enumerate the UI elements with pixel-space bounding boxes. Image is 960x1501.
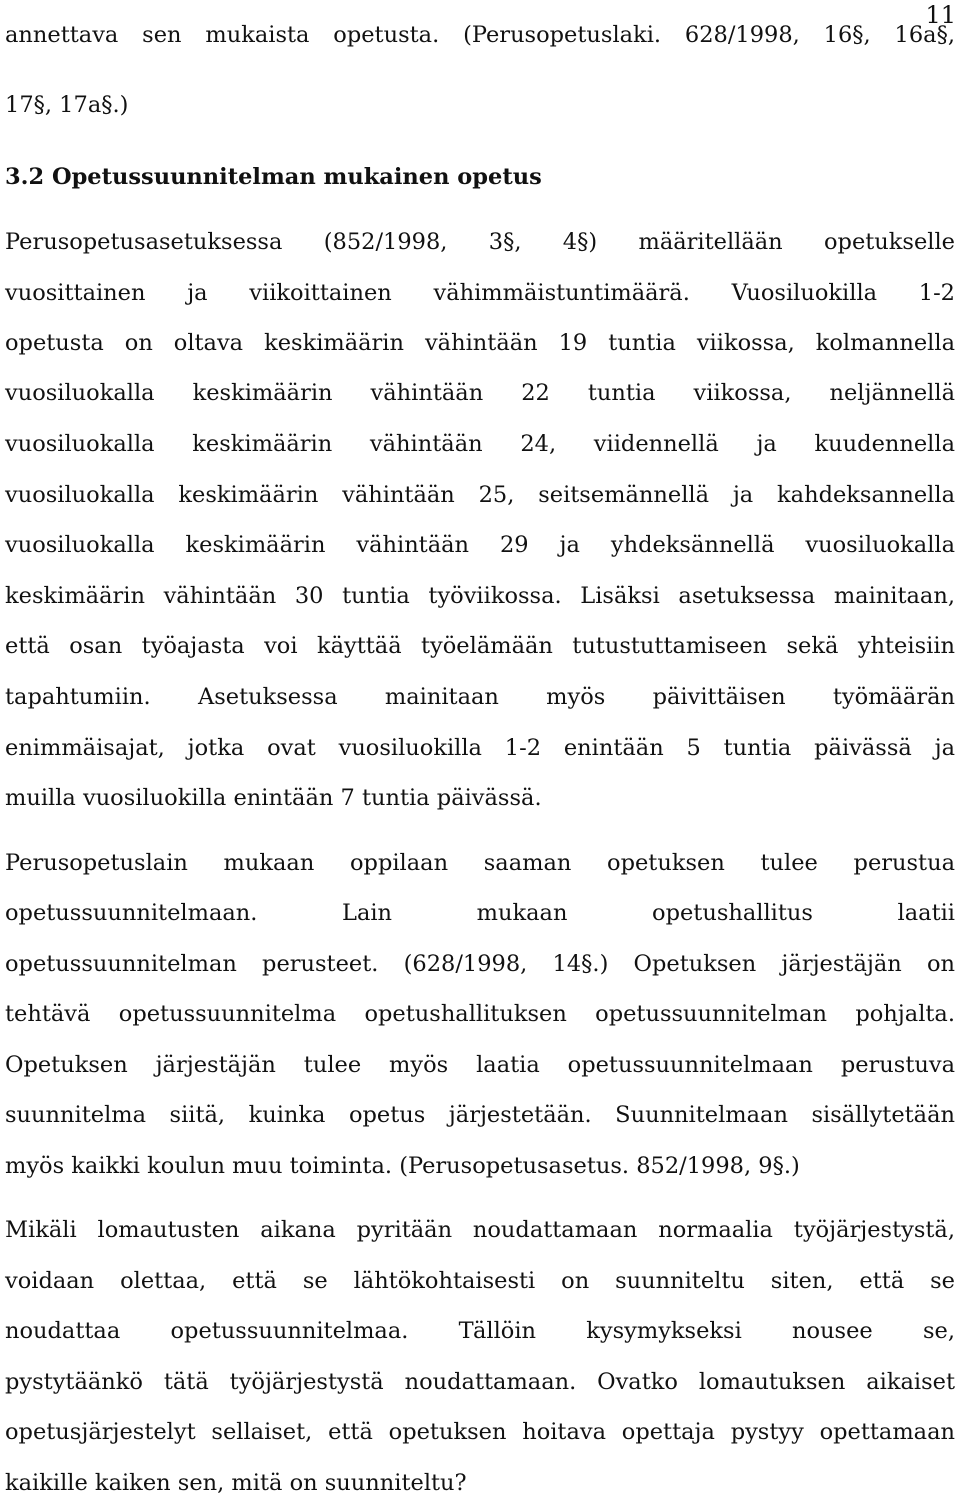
text-line-26: pystytäänkö tätä työjärjestystä noudattamaan. Ovatko lomautuksen aikaiset (5, 1369, 955, 1395)
text-line-20: Opetuksen järjestäjän tulee myös laatia opetussuunnitelmaan perustuva (5, 1052, 955, 1078)
text-line-9: vuosiluokalla keskimäärin vähintään 25, seitsemännellä ja kahdeksannella (5, 482, 955, 508)
text-line-27: opetusjärjestelyt sellaiset, että opetuksen hoitava opettaja pystyy opettamaan (5, 1419, 955, 1445)
text-line-4: Perusopetusasetuksessa (852/1998, 3§, 4§) määritellään opetukselle (5, 229, 955, 255)
text-line-16: Perusopetuslain mukaan oppilaan saaman opetuksen tulee perustua (5, 850, 955, 876)
text-line-12: että osan työajasta voi käyttää työelämään tutustuttamiseen sekä yhteisiin (5, 633, 955, 659)
text-line-18: opetussuunnitelman perusteet. (628/1998, 14§.) Opetuksen järjestäjän on (5, 951, 955, 977)
page-number: 11 (925, 1, 956, 29)
text-line-14: enimmäisajat, jotka ovat vuosiluokilla 1-2 enintään 5 tuntia päivässä ja (5, 735, 955, 761)
text-line-5: vuosittainen ja viikoittainen vähimmäistuntimäärä. Vuosiluokilla 1-2 (5, 280, 955, 306)
text-line-8: vuosiluokalla keskimäärin vähintään 24, viidennellä ja kuudennella (5, 431, 955, 457)
text-line-28: kaikille kaiken sen, mitä on suunniteltu? (5, 1470, 467, 1496)
text-line-15: muilla vuosiluokilla enintään 7 tuntia päivässä. (5, 785, 542, 811)
text-line-24: voidaan olettaa, että se lähtökohtaisesti on suunniteltu siten, että se (5, 1268, 955, 1294)
text-line-21: suunnitelma siitä, kuinka opetus järjestetään. Suunnitelmaan sisällytetään (5, 1102, 955, 1128)
text-line-25: noudattaa opetussuunnitelmaa. Tällöin kysymykseksi nousee se, (5, 1318, 955, 1344)
text-line-1: annettava sen mukaista opetusta. (Perusopetuslaki. 628/1998, 16§, 16a§, (5, 22, 955, 48)
text-line-17: opetussuunnitelmaan. Lain mukaan opetushallitus laatii (5, 900, 955, 926)
text-line-23: Mikäli lomautusten aikana pyritään noudattamaan normaalia työjärjestystä, (5, 1217, 955, 1243)
text-line-6: opetusta on oltava keskimäärin vähintään 19 tuntia viikossa, kolmannella (5, 330, 955, 356)
text-line-2: 17§, 17a§.) (5, 92, 129, 118)
text-line-22: myös kaikki koulun muu toiminta. (Perusopetusasetus. 852/1998, 9§.) (5, 1153, 800, 1179)
text-line-11: keskimäärin vähintään 30 tuntia työviikossa. Lisäksi asetuksessa mainitaan, (5, 583, 955, 609)
section-heading: 3.2 Opetussuunnitelman mukainen opetus (5, 164, 542, 190)
text-line-13: tapahtumiin. Asetuksessa mainitaan myös päivittäisen työmäärän (5, 684, 955, 710)
text-line-10: vuosiluokalla keskimäärin vähintään 29 ja yhdeksännellä vuosiluokalla (5, 532, 955, 558)
text-line-19: tehtävä opetussuunnitelma opetushallituksen opetussuunnitelman pohjalta. (5, 1001, 955, 1027)
text-line-7: vuosiluokalla keskimäärin vähintään 22 tuntia viikossa, neljännellä (5, 380, 955, 406)
